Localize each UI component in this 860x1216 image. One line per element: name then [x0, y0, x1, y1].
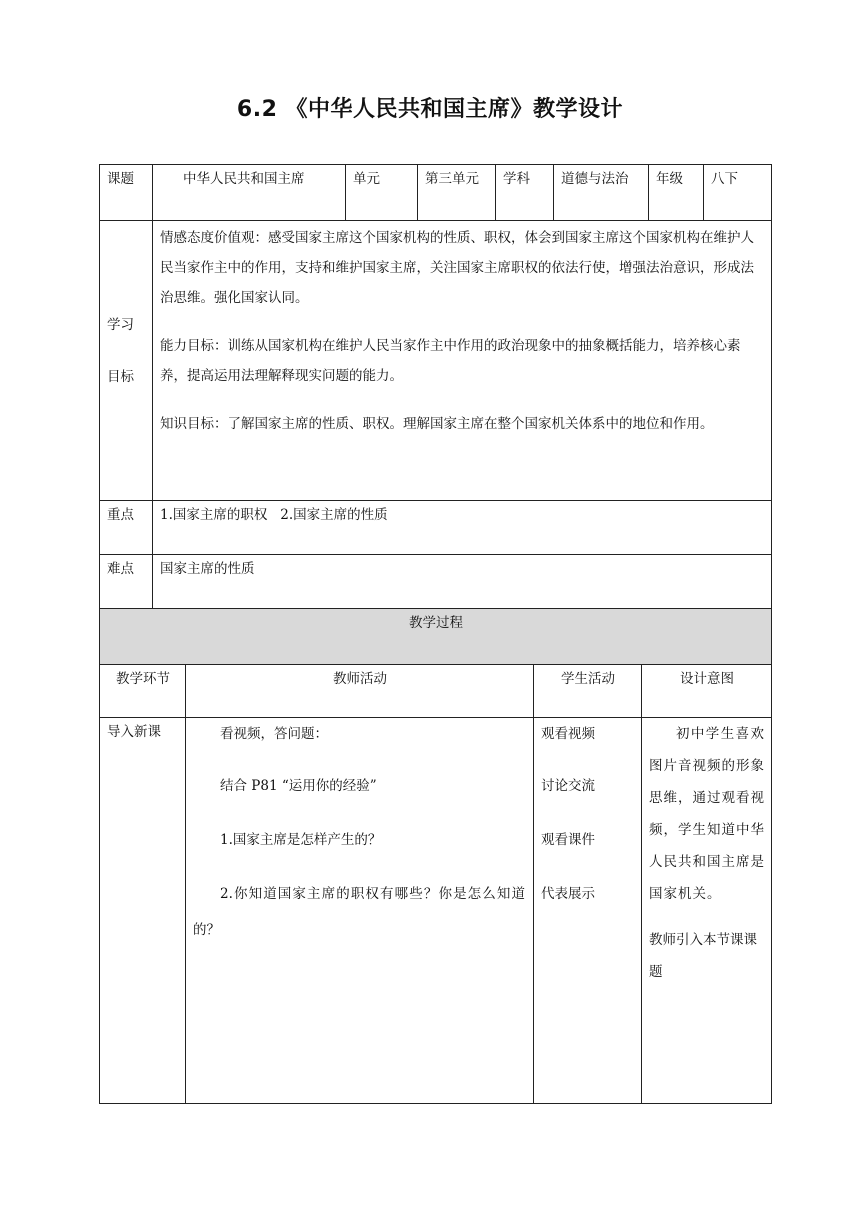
- process-heading-cell: [100, 609, 772, 665]
- goal-emotion: 情感态度价值观：感受国家主席这个国家机构的性质、职权，体会到国家主席这个国家机构在维护人民当家作主中的作用，支持和维护国家主席，关注国家主席职权的依法行使，增强法治意识，形成法治思维。强化国家认同。: [160, 230, 754, 306]
- goals-label-line2: 目标: [107, 369, 134, 385]
- topic-value-cell: [153, 165, 346, 221]
- col-stage-cell: [100, 665, 186, 718]
- intro-teacher-cell: [186, 718, 534, 1104]
- col-teacher-header: 教师活动: [333, 671, 387, 687]
- col-student-cell: [534, 665, 642, 718]
- subject-label-cell: [496, 165, 554, 221]
- difficulty-label-cell: [100, 555, 153, 609]
- topic-value: 中华人民共和国主席: [183, 171, 305, 187]
- key-point-label-cell: [100, 501, 153, 555]
- student-line-3: 观看课件: [541, 832, 595, 848]
- teacher-line-4: 2.你知道国家主席的职权有哪些？你是怎么知道的？: [193, 886, 525, 938]
- goals-content-cell: [153, 221, 772, 501]
- teaching-process-table: [99, 608, 772, 1104]
- intro-stage: 导入新课: [107, 724, 161, 740]
- intro-stage-cell: [100, 718, 186, 1104]
- grade-label: 年级: [656, 171, 683, 187]
- unit-value-cell: [418, 165, 496, 221]
- difficulty-value: 国家主席的性质: [160, 561, 255, 577]
- grade-label-cell: [649, 165, 704, 221]
- goal-knowledge: 知识目标：了解国家主席的性质、职权。理解国家主席在整个国家机关体系中的地位和作用。: [160, 416, 714, 432]
- difficulty-value-cell: [153, 555, 772, 609]
- student-line-2: 讨论交流: [541, 778, 595, 794]
- col-intent-cell: [642, 665, 772, 718]
- unit-value: 第三单元: [425, 171, 479, 187]
- key-point-value-cell: [153, 501, 772, 555]
- key-point-label: 重点: [107, 507, 134, 523]
- grade-value: 八下: [711, 171, 738, 187]
- goals-label-line1: 学习: [107, 317, 134, 333]
- col-student-header: 学生活动: [561, 671, 615, 687]
- difficulty-label: 难点: [107, 561, 134, 577]
- col-teacher-cell: [186, 665, 534, 718]
- teacher-line-1: 看视频，答问题：: [220, 726, 328, 742]
- goal-ability: 能力目标：训练从国家机构在维护人民当家作主中作用的政治现象中的抽象概括能力，培养核心素养，提高运用法理解释现实问题的能力。: [160, 338, 741, 384]
- topic-label-cell: [100, 165, 153, 221]
- process-heading: 教学过程: [409, 615, 463, 631]
- document-title: 6.2 《中华人民共和国主席》教学设计: [236, 97, 624, 122]
- topic-label: 课题: [107, 171, 134, 187]
- col-stage-header: 教学环节: [116, 671, 170, 687]
- teacher-line-2: 结合 P81 “运用你的经验”: [220, 778, 377, 794]
- subject-value-cell: [554, 165, 649, 221]
- unit-label: 单元: [353, 171, 380, 187]
- course-info-table: [99, 164, 772, 609]
- teacher-line-3: 1.国家主席是怎样产生的？: [220, 832, 382, 848]
- unit-label-cell: [346, 165, 418, 221]
- intro-student-cell: [534, 718, 642, 1104]
- subject-value: 道德与法治: [561, 171, 629, 187]
- grade-value-cell: [704, 165, 772, 221]
- intent-paragraph-2: 教师引入本节课课题: [649, 932, 757, 980]
- intent-paragraph-1: 初中学生喜欢图片音视频的形象思维，通过观看视频，学生知道中华人民共和国主席是国家机关。: [649, 726, 765, 902]
- col-intent-header: 设计意图: [680, 671, 734, 687]
- subject-label: 学科: [503, 171, 530, 187]
- intro-intent-cell: [642, 718, 772, 1104]
- student-line-4: 代表展示: [541, 886, 595, 902]
- goals-label-cell: [100, 221, 153, 501]
- key-point-value: 1.国家主席的职权 2.国家主席的性质: [160, 507, 388, 523]
- student-line-1: 观看视频: [541, 726, 595, 742]
